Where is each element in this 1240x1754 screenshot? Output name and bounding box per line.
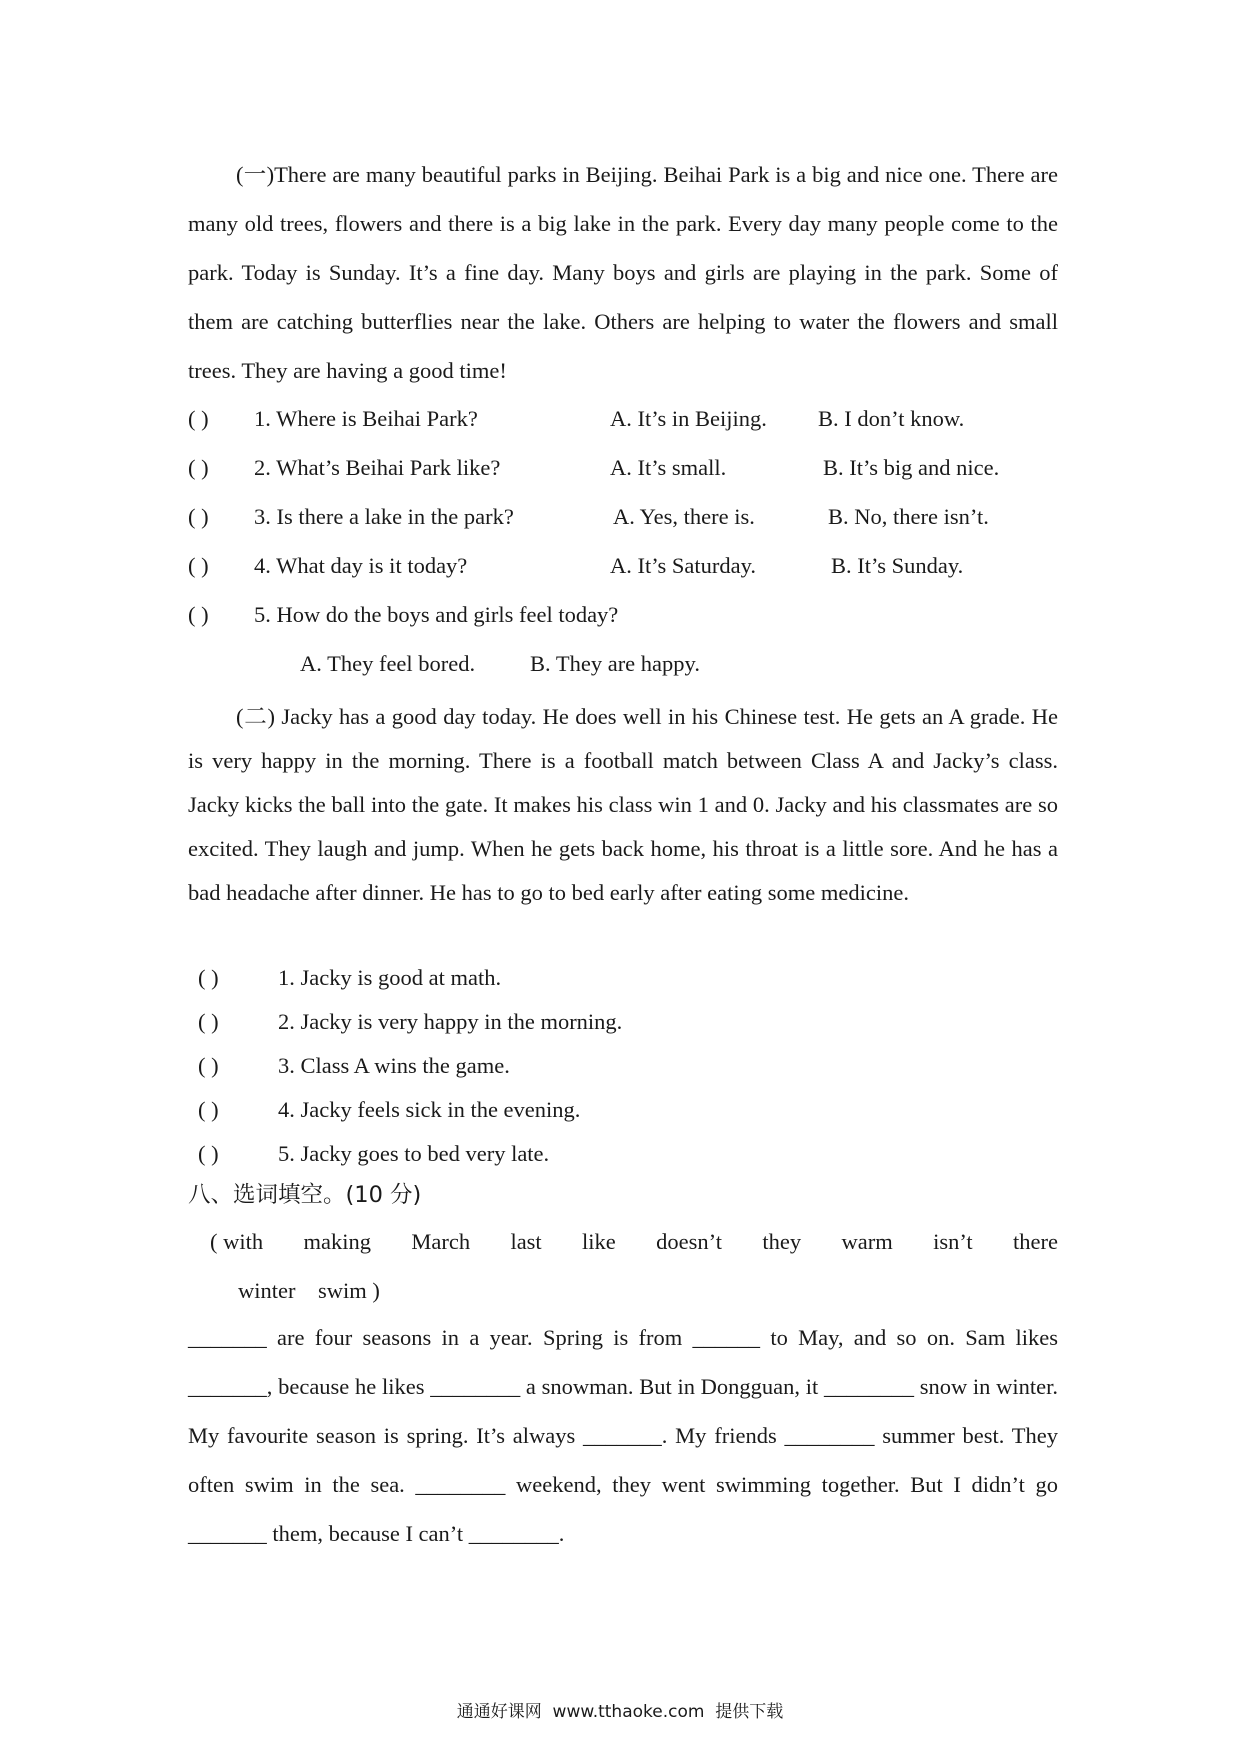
option-a: A. It’s in Beijing. — [610, 406, 767, 431]
option-a: A. It’s Saturday. — [610, 553, 757, 578]
answer-blank[interactable]: ( ) — [198, 965, 219, 990]
answer-blank[interactable]: ( ) — [188, 504, 209, 529]
answer-blank[interactable]: ( ) — [188, 553, 209, 578]
answer-blank[interactable]: ( ) — [188, 406, 209, 431]
answer-blank[interactable]: ( ) — [188, 602, 209, 627]
word-bank-item: March — [411, 1229, 471, 1254]
statement-text: 5. Jacky goes to bed very late. — [278, 1141, 550, 1166]
answer-blank[interactable]: ( ) — [198, 1009, 219, 1034]
answer-blank[interactable]: ( ) — [198, 1141, 219, 1166]
answer-blank[interactable]: ( ) — [188, 455, 209, 480]
option-b: B. It’s big and nice. — [823, 455, 1000, 480]
word-bank-item: last — [510, 1229, 542, 1254]
statement-text: 1. Jacky is good at math. — [278, 965, 502, 990]
answer-blank[interactable]: ( ) — [198, 1097, 219, 1122]
question-text: 3. Is there a lake in the park? — [254, 504, 514, 529]
option-b: B. I don’t know. — [818, 406, 965, 431]
statement-text: 2. Jacky is very happy in the morning. — [278, 1009, 623, 1034]
question-text: 1. Where is Beihai Park? — [254, 406, 478, 431]
option-b: B. It’s Sunday. — [831, 553, 964, 578]
page-footer: 通通好课网 www.tthaoke.com 提供下载 — [456, 1702, 784, 1722]
question-text: 4. What day is it today? — [254, 553, 468, 578]
statement-text: 4. Jacky feels sick in the evening. — [278, 1097, 581, 1122]
word-bank-item: they — [762, 1229, 802, 1254]
option-a: A. It’s small. — [610, 455, 727, 480]
option-b: B. They are happy. — [530, 651, 700, 676]
passage-two: (二) Jacky has a good day today. He does well in his Chinese test. He gets an A grade. He is very happy in the morning. There is a football match between Class A and Jacky’s class. Jacky kicks the ball into the gate. It makes his class win 1 and 0. Jacky and his classmates are so excited. They laugh and jump. When he gets back home, his throat is a little sore. And he has a bad headache after dinner. He has to go to bed early after eating some medicine. — [188, 704, 1058, 905]
fill-in-passage: _______ are four seasons in a year. Spring is from ______ to May, and so on. Sam likes _______, because he likes ________ a snowman. But in Dongguan, it ________ snow in winter. My favourite season is spring. It’s always _______. My friends ________ summer best. They often swim in the sea. ________ weekend, they went swimming together. But I didn’t go _______ them, because I can’t ________. — [188, 1325, 1058, 1546]
word-bank-item: doesn’t — [656, 1229, 722, 1254]
word-bank — [210, 1227, 1058, 1257]
option-a: A. Yes, there is. — [613, 504, 755, 529]
word-bank-item: warm — [841, 1229, 893, 1254]
option-a: A. They feel bored. — [300, 651, 476, 676]
word-bank-item: isn’t — [933, 1229, 973, 1254]
word-bank-item: there — [1013, 1229, 1058, 1254]
passage-one: (一)There are many beautiful parks in Beijing. Beihai Park is a big and nice one. There are many old trees, flowers and there is a big lake in the park. Every day many people come to the park. Today is Sunday. It’s a fine day. Many boys and girls are playing in the park. Some of them are catching butterflies near the lake. Others are helping to water the flowers and small trees. They are having a good time! — [188, 162, 1058, 383]
word-bank-line-two: winter swim ) — [238, 1278, 380, 1303]
question-text: 2. What’s Beihai Park like? — [254, 455, 501, 480]
option-b: B. No, there isn’t. — [828, 504, 989, 529]
word-bank-item: like — [582, 1229, 616, 1254]
question-text: 5. How do the boys and girls feel today? — [254, 602, 619, 627]
answer-blank[interactable]: ( ) — [198, 1053, 219, 1078]
statement-text: 3. Class A wins the game. — [278, 1053, 510, 1078]
section-eight-title: 八、选词填空。(10 分) — [188, 1182, 422, 1208]
word-bank-item: making — [303, 1229, 371, 1254]
word-bank-item: ( with — [210, 1229, 264, 1254]
